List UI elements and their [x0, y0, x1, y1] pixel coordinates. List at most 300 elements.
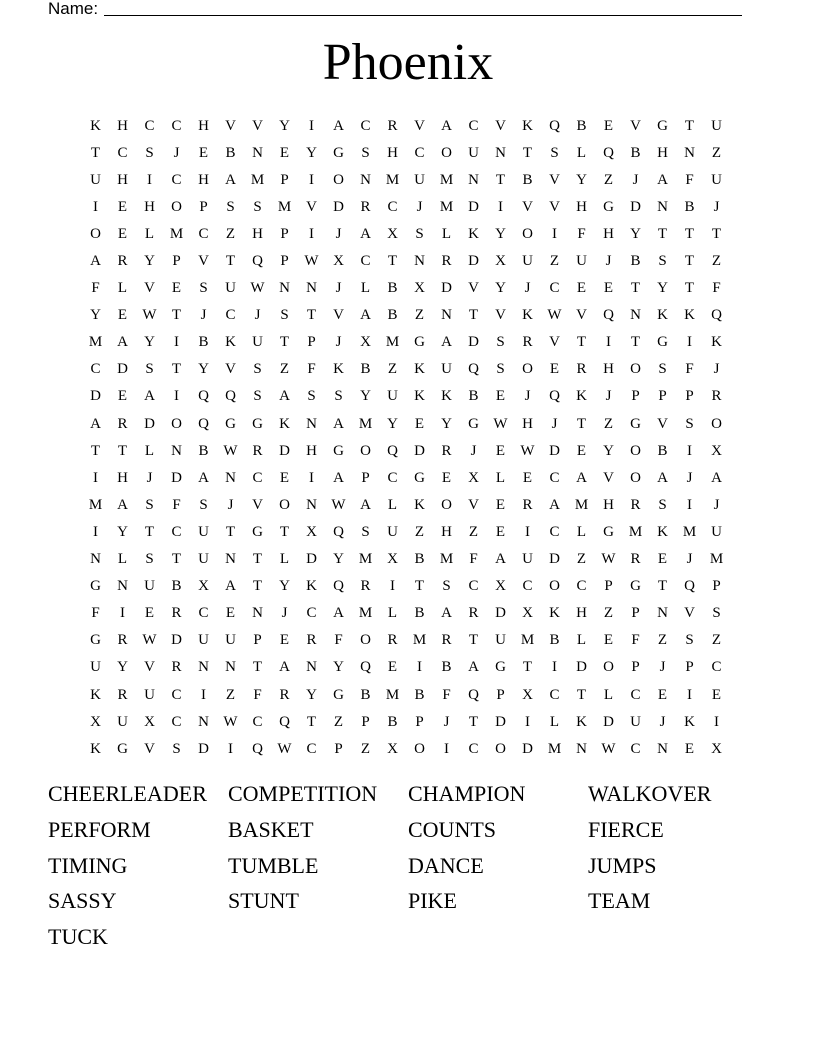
grid-row [82, 302, 730, 329]
grid-letter: E [414, 415, 425, 432]
grid-letter: K [306, 578, 317, 595]
grid-letter: M [412, 632, 427, 649]
grid-letter: H [576, 198, 587, 215]
grid-letter: X [414, 280, 425, 297]
grid-row [82, 410, 730, 437]
grid-letter: J [443, 713, 450, 730]
grid-letter: W [304, 253, 319, 270]
grid-letter: I [606, 334, 611, 351]
grid-letter: K [333, 361, 344, 378]
grid-letter: B [198, 334, 209, 351]
grid-letter: K [279, 415, 290, 432]
grid-letter: C [468, 578, 479, 595]
grid-letter: R [468, 605, 479, 622]
grid-letter: M [439, 171, 454, 188]
grid-letter: M [358, 605, 373, 622]
grid-letter: N [117, 578, 128, 595]
grid-letter: M [88, 496, 103, 513]
grid-letter: A [279, 659, 290, 676]
grid-letter: H [603, 361, 614, 378]
grid-letter: H [441, 523, 452, 540]
grid-letter: O [360, 442, 371, 459]
grid-letter: I [120, 605, 125, 622]
grid-letter: F [577, 225, 586, 242]
grid-letter: J [713, 496, 720, 513]
grid-letter: W [277, 740, 292, 757]
grid-letter: E [117, 307, 128, 324]
grid-letter: Y [333, 551, 344, 568]
grid-letter: M [169, 225, 184, 242]
grid-letter: U [576, 253, 587, 270]
grid-letter: S [145, 144, 154, 161]
grid-letter: I [93, 523, 98, 540]
grid-letter: N [306, 415, 317, 432]
grid-row [82, 546, 730, 573]
grid-letter: R [252, 442, 263, 459]
grid-letter: E [495, 388, 506, 405]
grid-letter: U [441, 361, 452, 378]
grid-letter: K [522, 117, 533, 134]
grid-letter: L [495, 469, 506, 486]
grid-letter: K [522, 307, 533, 324]
grid-letter: R [117, 253, 128, 270]
grid-letter: Y [198, 361, 209, 378]
grid-letter: Z [225, 225, 236, 242]
grid-letter: D [171, 469, 182, 486]
grid-letter: C [468, 740, 479, 757]
grid-letter: D [495, 605, 506, 622]
grid-letter: T [630, 334, 641, 351]
grid-letter: R [441, 442, 452, 459]
grid-letter: M [439, 198, 454, 215]
grid-letter: L [144, 225, 155, 242]
grid-letter: S [496, 334, 505, 351]
grid-letter: E [171, 280, 182, 297]
grid-letter: J [281, 605, 288, 622]
grid-letter: D [279, 442, 290, 459]
grid-letter: V [225, 361, 236, 378]
grid-letter: G [225, 415, 236, 432]
grid-letter: N [306, 659, 317, 676]
grid-letter: E [225, 605, 236, 622]
grid-letter: Z [333, 713, 344, 730]
grid-letter: K [90, 740, 101, 757]
grid-letter: I [309, 225, 314, 242]
grid-letter: R [441, 632, 452, 649]
grid-letter: G [333, 144, 344, 161]
grid-letter: C [387, 469, 398, 486]
grid-letter: X [387, 225, 398, 242]
grid-letter: C [549, 469, 560, 486]
grid-row [82, 112, 730, 139]
grid-letter: S [415, 225, 424, 242]
grid-letter: V [144, 740, 155, 757]
grid-letter: A [441, 117, 452, 134]
grid-letter: T [252, 578, 263, 595]
grid-letter: J [713, 361, 720, 378]
grid-letter: K [576, 388, 587, 405]
grid-letter: D [495, 713, 506, 730]
grid-letter: V [495, 307, 506, 324]
grid-letter: V [306, 198, 317, 215]
grid-letter: Q [252, 253, 263, 270]
grid-letter: S [658, 361, 667, 378]
grid-row [82, 464, 730, 491]
grid-letter: E [711, 686, 722, 703]
grid-letter: Y [333, 659, 344, 676]
grid-letter: E [495, 442, 506, 459]
grid-letter: E [603, 280, 614, 297]
grid-letter: C [225, 307, 236, 324]
grid-letter: D [549, 442, 560, 459]
grid-letter: M [574, 496, 589, 513]
grid-letter: J [686, 469, 693, 486]
grid-letter: E [576, 280, 587, 297]
grid-letter: S [199, 496, 208, 513]
grid-letter: P [658, 388, 667, 405]
grid-letter: Y [117, 659, 128, 676]
grid-letter: Z [225, 686, 236, 703]
grid-letter: Z [468, 523, 479, 540]
grid-letter: C [576, 578, 587, 595]
grid-letter: T [468, 632, 479, 649]
grid-letter: K [657, 523, 668, 540]
grid-letter: J [335, 225, 342, 242]
grid-letter: Z [279, 361, 290, 378]
grid-letter: I [687, 686, 692, 703]
grid-letter: B [441, 659, 452, 676]
grid-letter: B [414, 605, 425, 622]
grid-letter: F [307, 361, 316, 378]
grid-letter: T [495, 171, 506, 188]
grid-letter: S [658, 496, 667, 513]
grid-row [82, 491, 730, 518]
grid-letter: O [630, 361, 641, 378]
grid-letter: A [333, 469, 344, 486]
grid-letter: S [361, 523, 370, 540]
grid-row [82, 193, 730, 220]
grid-letter: F [91, 605, 100, 622]
grid-letter: R [522, 334, 533, 351]
grid-letter: Y [279, 117, 290, 134]
grid-letter: W [547, 307, 562, 324]
grid-letter: C [360, 117, 371, 134]
word-list-item: JUMPS [588, 852, 657, 878]
grid-letter: S [226, 198, 235, 215]
grid-letter: T [684, 225, 695, 242]
grid-letter: Y [495, 280, 506, 297]
grid-letter: Y [144, 253, 155, 270]
grid-letter: E [522, 469, 533, 486]
grid-letter: V [495, 117, 506, 134]
grid-letter: N [225, 659, 236, 676]
grid-letter: R [306, 632, 317, 649]
grid-letter: X [711, 442, 722, 459]
grid-letter: V [198, 253, 209, 270]
grid-letter: W [493, 415, 508, 432]
grid-letter: X [90, 713, 101, 730]
grid-letter: H [198, 171, 209, 188]
grid-letter: O [522, 225, 533, 242]
grid-letter: W [601, 551, 616, 568]
grid-letter: W [142, 632, 157, 649]
grid-letter: Z [711, 253, 722, 270]
grid-letter: E [657, 551, 668, 568]
grid-letter: B [468, 388, 479, 405]
grid-letter: P [172, 253, 181, 270]
grid-letter: U [144, 686, 155, 703]
grid-letter: Y [279, 578, 290, 595]
grid-letter: G [252, 415, 263, 432]
grid-letter: J [659, 713, 666, 730]
grid-letter: F [334, 632, 343, 649]
grid-letter: L [576, 144, 587, 161]
grid-letter: N [306, 496, 317, 513]
name-label: Name: [48, 0, 99, 18]
grid-letter: A [279, 388, 290, 405]
grid-letter: I [228, 740, 233, 757]
grid-letter: B [576, 117, 587, 134]
grid-letter: C [117, 144, 128, 161]
grid-letter: I [417, 659, 422, 676]
grid-letter: A [441, 334, 452, 351]
grid-letter: U [144, 578, 155, 595]
grid-letter: D [468, 253, 479, 270]
grid-letter: F [685, 361, 694, 378]
grid-letter: A [360, 225, 371, 242]
grid-letter: V [252, 117, 263, 134]
grid-letter: T [657, 578, 668, 595]
grid-letter: Y [603, 442, 614, 459]
page-title: Phoenix [322, 34, 494, 91]
grid-letter: E [603, 632, 614, 649]
grid-letter: K [414, 361, 425, 378]
grid-letter: G [414, 334, 425, 351]
grid-letter: A [495, 551, 506, 568]
grid-letter: I [309, 171, 314, 188]
grid-letter: D [603, 713, 614, 730]
grid-letter: H [117, 469, 128, 486]
grid-letter: J [173, 144, 180, 161]
grid-letter: N [468, 171, 479, 188]
grid-letter: Y [360, 388, 371, 405]
grid-letter: F [91, 280, 100, 297]
grid-letter: L [576, 632, 587, 649]
grid-letter: T [522, 659, 533, 676]
grid-letter: I [552, 225, 557, 242]
grid-letter: C [252, 469, 263, 486]
grid-letter: O [171, 415, 182, 432]
grid-letter: N [225, 469, 236, 486]
grid-letter: K [711, 334, 722, 351]
grid-letter: T [306, 307, 317, 324]
grid-letter: I [201, 686, 206, 703]
grid-letter: C [414, 144, 425, 161]
grid-letter: R [117, 415, 128, 432]
grid-letter: T [279, 523, 290, 540]
grid-letter: Q [360, 659, 371, 676]
grid-letter: B [630, 144, 641, 161]
grid-letter: D [576, 659, 587, 676]
grid-letter: K [468, 225, 479, 242]
grid-letter: C [522, 578, 533, 595]
grid-letter: V [468, 280, 479, 297]
grid-letter: R [576, 361, 587, 378]
grid-letter: Z [711, 144, 722, 161]
grid-letter: X [522, 605, 533, 622]
grid-letter: U [711, 117, 722, 134]
grid-letter: T [279, 334, 290, 351]
grid-letter: V [252, 496, 263, 513]
grid-letter: A [441, 605, 452, 622]
grid-letter: A [117, 496, 128, 513]
grid-letter: M [385, 171, 400, 188]
grid-letter: H [198, 117, 209, 134]
grid-letter: H [117, 117, 128, 134]
grid-letter: D [522, 740, 533, 757]
grid-letter: K [684, 307, 695, 324]
grid-letter: I [687, 442, 692, 459]
grid-letter: B [387, 280, 398, 297]
grid-row [82, 681, 730, 708]
grid-letter: V [468, 496, 479, 513]
grid-letter: T [657, 225, 668, 242]
grid-letter: R [279, 686, 290, 703]
grid-letter: O [90, 225, 101, 242]
grid-letter: T [171, 361, 182, 378]
word-list [48, 778, 768, 957]
grid-letter: D [468, 334, 479, 351]
grid-letter: C [549, 686, 560, 703]
grid-letter: C [306, 605, 317, 622]
grid-letter: B [522, 171, 533, 188]
grid-letter: T [684, 253, 695, 270]
grid-letter: Y [576, 171, 587, 188]
grid-letter: P [685, 388, 694, 405]
grid-letter: W [331, 496, 346, 513]
letter-grid [82, 112, 730, 762]
grid-letter: E [387, 659, 398, 676]
grid-letter: S [199, 280, 208, 297]
grid-letter: A [576, 469, 587, 486]
grid-letter: C [549, 523, 560, 540]
grid-letter: D [630, 198, 641, 215]
word-list-item: SASSY [48, 888, 117, 914]
grid-letter: C [630, 740, 641, 757]
grid-letter: Q [333, 523, 344, 540]
grid-letter: T [468, 713, 479, 730]
grid-letter: E [117, 225, 128, 242]
grid-letter: U [387, 388, 398, 405]
grid-letter: B [549, 632, 560, 649]
grid-letter: D [441, 280, 452, 297]
grid-letter: H [522, 415, 533, 432]
grid-letter: W [223, 442, 238, 459]
grid-letter: U [225, 280, 236, 297]
word-list-item: DANCE [408, 852, 484, 878]
grid-letter: X [306, 523, 317, 540]
grid-letter: N [360, 171, 371, 188]
word-list-item: WALKOVER [588, 781, 712, 806]
grid-letter: T [117, 442, 128, 459]
grid-letter: R [630, 496, 641, 513]
grid-letter: M [88, 334, 103, 351]
grid-letter: T [306, 713, 317, 730]
grid-letter: B [684, 198, 695, 215]
grid-letter: B [360, 686, 371, 703]
grid-letter: V [549, 334, 560, 351]
grid-letter: X [522, 686, 533, 703]
grid-letter: S [685, 632, 694, 649]
grid-letter: C [171, 523, 182, 540]
grid-letter: L [117, 280, 128, 297]
grid-letter: B [657, 442, 668, 459]
grid-letter: N [414, 253, 425, 270]
grid-letter: T [144, 523, 155, 540]
grid-letter: A [333, 117, 344, 134]
grid-letter: N [441, 307, 452, 324]
grid-letter: S [253, 198, 262, 215]
word-list-item: CHAMPION [408, 781, 526, 806]
grid-letter: L [360, 280, 371, 297]
grid-row [82, 735, 730, 762]
grid-letter: W [142, 307, 157, 324]
grid-letter: N [495, 144, 506, 161]
grid-letter: G [468, 415, 479, 432]
grid-letter: L [603, 686, 614, 703]
grid-letter: P [280, 171, 289, 188]
grid-letter: X [387, 740, 398, 757]
grid-letter: T [252, 551, 263, 568]
word-list-item: COUNTS [408, 816, 497, 842]
grid-letter: P [631, 388, 640, 405]
grid-letter: E [198, 144, 209, 161]
grid-row [82, 356, 730, 383]
grid-letter: A [360, 307, 371, 324]
grid-letter: M [250, 171, 265, 188]
grid-letter: S [145, 551, 154, 568]
grid-letter: V [603, 469, 614, 486]
grid-letter: I [93, 198, 98, 215]
grid-letter: O [495, 740, 506, 757]
grid-letter: A [333, 605, 344, 622]
name-field [48, 0, 748, 20]
grid-letter: P [685, 659, 694, 676]
grid-letter: T [576, 686, 587, 703]
grid-letter: Z [414, 307, 425, 324]
grid-letter: Y [144, 334, 155, 351]
grid-letter: M [385, 686, 400, 703]
grid-letter: O [630, 442, 641, 459]
grid-letter: Y [387, 415, 398, 432]
grid-letter: E [279, 469, 290, 486]
grid-letter: S [172, 740, 181, 757]
grid-letter: R [711, 388, 722, 405]
grid-letter: Y [306, 144, 317, 161]
grid-letter: C [171, 686, 182, 703]
grid-letter: Z [549, 253, 560, 270]
grid-letter: X [495, 578, 506, 595]
grid-letter: L [549, 713, 560, 730]
grid-row [82, 573, 730, 600]
grid-letter: R [630, 551, 641, 568]
grid-letter: N [90, 551, 101, 568]
grid-letter: G [603, 198, 614, 215]
grid-letter: A [360, 496, 371, 513]
grid-letter: A [468, 659, 479, 676]
grid-letter: K [576, 713, 587, 730]
grid-letter: I [498, 198, 503, 215]
